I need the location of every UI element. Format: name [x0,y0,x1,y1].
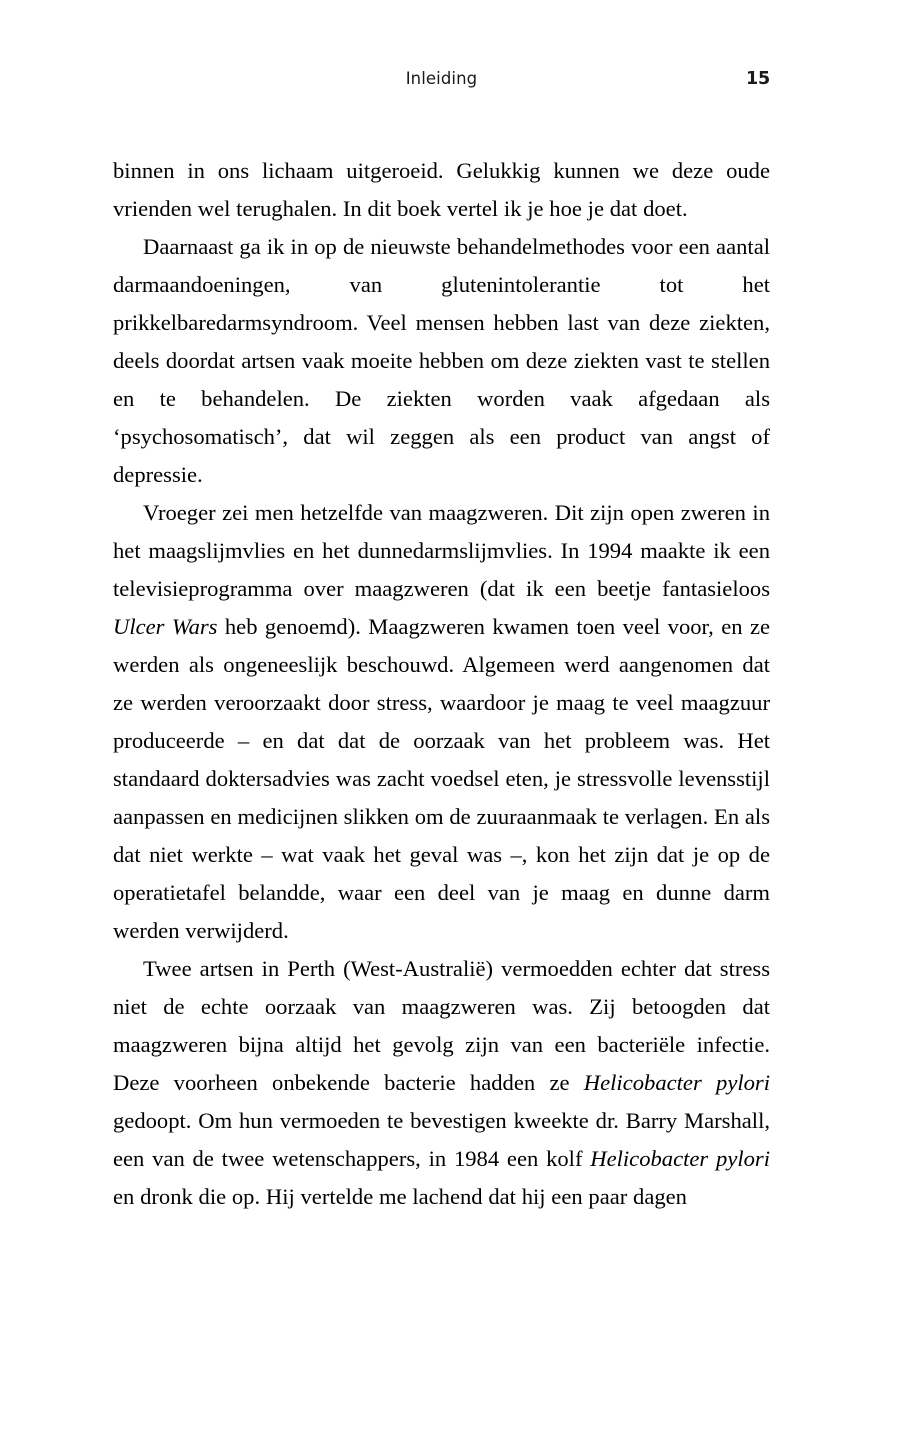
body-paragraph: Daarnaast ga ik in op de nieuwste behandelmethodes voor een aantal darmaandoeningen, van glutenintolerantie tot het prikkelbaredarmsyndroom. Veel mensen hebben last van deze ziekten, deels doordat artsen vaak moeite hebben om deze ziekten vast te stellen en te behandelen. De ziekten worden vaak afgedaan als ‘psychosomatisch’, dat wil zeggen als een product van angst of depressie. [113,234,770,487]
body-paragraph: Twee artsen in Perth (West-Australië) vermoedden echter dat stress niet de echte oorzaak van maagzweren was. Zij betoogden dat maagzweren bijna altijd het gevolg zijn van een bacteriële infectie. Deze voorheen onbekende bacterie hadden ze Helicobacter pylori gedoopt. Om hun vermoeden te bevestigen kweekte dr. Barry Marshall, een van de twee wetenschappers, in 1984 een kolf Helicobacter pylori en dronk die op. Hij vertelde me lachend dat hij een paar dagen [113,956,770,1209]
page-number: 15 [746,69,770,89]
italic-phrase: Ulcer Wars [113,614,218,639]
running-head-title: Inleiding [405,69,478,88]
italic-phrase: Helicobacter pylori [590,1146,770,1171]
body-paragraph: Vroeger zei men hetzelfde van maagzweren. Dit zijn open zweren in het maagslijmvlies en het dunnedarmslijmvlies. In 1994 maakte ik een televisieprogramma over maagzweren (dat ik een beetje fantasieloos Ulcer Wars heb genoemd). Maagzweren kwamen toen veel voor, en ze werden als ongeneeslijk beschouwd. Algemeen werd aangenomen dat ze werden veroorzaakt door stress, waardoor je maag te veel maagzuur produceerde – en dat dat de oorzaak van het probleem was. Het standaard doktersadvies was zacht voedsel eten, je stressvolle levensstijl aanpassen en medicijnen slikken om de zuuraanmaak te verlagen. En als dat niet werkte – wat vaak het geval was –, kon het zijn dat je op de operatietafel belandde, waar een deel van je maag en dunne darm werden verwijderd. [113,500,770,943]
body-text-block [113,152,770,1216]
running-head [113,68,770,94]
body-paragraph: binnen in ons lichaam uitgeroeid. Gelukkig kunnen we deze oude vrienden wel terughalen. In dit boek vertel ik je hoe je dat doet. [113,158,770,221]
italic-phrase: Helicobacter pylori [583,1070,770,1095]
